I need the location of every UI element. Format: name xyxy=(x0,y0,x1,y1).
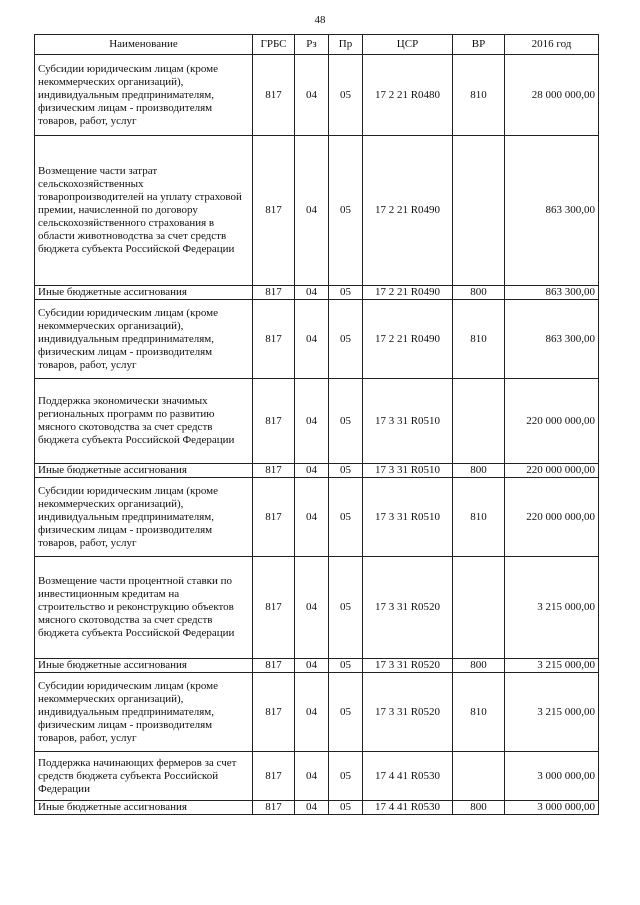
cell-csr: 17 3 31 R0520 xyxy=(363,659,453,673)
cell-amount: 3 215 000,00 xyxy=(505,557,599,659)
cell-vr xyxy=(453,379,505,464)
cell-csr: 17 3 31 R0520 xyxy=(363,673,453,752)
cell-rz: 04 xyxy=(295,801,329,815)
cell-name: Иные бюджетные ассигнования xyxy=(35,801,253,815)
cell-amount: 3 215 000,00 xyxy=(505,659,599,673)
cell-rz: 04 xyxy=(295,557,329,659)
budget-table xyxy=(34,34,599,815)
cell-rz: 04 xyxy=(295,379,329,464)
cell-csr: 17 4 41 R0530 xyxy=(363,801,453,815)
cell-vr: 810 xyxy=(453,673,505,752)
cell-name: Субсидии юридическим лицам (кроме некоммерческих организаций), индивидуальным предпринимателям, физическим лицам - производителям товаров, работ, услуг xyxy=(35,673,253,752)
cell-pr: 05 xyxy=(329,379,363,464)
cell-pr: 05 xyxy=(329,557,363,659)
cell-vr: 810 xyxy=(453,478,505,557)
cell-rz: 04 xyxy=(295,286,329,300)
cell-pr: 05 xyxy=(329,55,363,136)
cell-amount: 3 000 000,00 xyxy=(505,752,599,801)
cell-csr: 17 3 31 R0510 xyxy=(363,478,453,557)
cell-name: Субсидии юридическим лицам (кроме некоммерческих организаций), индивидуальным предпринимателям, физическим лицам - производителям товаров, работ, услуг xyxy=(35,55,253,136)
cell-vr: 800 xyxy=(453,801,505,815)
table-row xyxy=(35,300,599,379)
cell-pr: 05 xyxy=(329,300,363,379)
cell-rz: 04 xyxy=(295,659,329,673)
cell-csr: 17 4 41 R0530 xyxy=(363,752,453,801)
cell-name: Возмещение части затрат сельскохозяйственных товаропроизводителей на уплату страховой премии, начисленной по договору сельскохозяйственного страхования в области животноводства за счет средств бюджета субъекта Российской Федерации xyxy=(35,136,253,286)
table-row xyxy=(35,673,599,752)
table-row xyxy=(35,55,599,136)
cell-grbs: 817 xyxy=(253,55,295,136)
cell-rz: 04 xyxy=(295,478,329,557)
page-number: 48 xyxy=(314,14,326,26)
table-row xyxy=(35,752,599,801)
cell-grbs: 817 xyxy=(253,673,295,752)
cell-name: Иные бюджетные ассигнования xyxy=(35,464,253,478)
cell-vr xyxy=(453,557,505,659)
cell-csr: 17 3 31 R0510 xyxy=(363,464,453,478)
table-row xyxy=(35,557,599,659)
cell-vr: 800 xyxy=(453,659,505,673)
cell-grbs: 817 xyxy=(253,801,295,815)
table-row xyxy=(35,659,599,673)
cell-csr: 17 2 21 R0480 xyxy=(363,55,453,136)
cell-amount: 3 215 000,00 xyxy=(505,673,599,752)
col-header-grbs: ГРБС xyxy=(253,35,295,55)
cell-grbs: 817 xyxy=(253,659,295,673)
cell-rz: 04 xyxy=(295,55,329,136)
cell-amount: 863 300,00 xyxy=(505,300,599,379)
cell-csr: 17 2 21 R0490 xyxy=(363,136,453,286)
cell-csr: 17 2 21 R0490 xyxy=(363,286,453,300)
cell-amount: 863 300,00 xyxy=(505,286,599,300)
table-row xyxy=(35,379,599,464)
cell-name: Поддержка начинающих фермеров за счет средств бюджета субъекта Российской Федерации xyxy=(35,752,253,801)
cell-pr: 05 xyxy=(329,752,363,801)
cell-csr: 17 3 31 R0520 xyxy=(363,557,453,659)
cell-rz: 04 xyxy=(295,752,329,801)
col-header-csr: ЦСР xyxy=(363,35,453,55)
table-row xyxy=(35,136,599,286)
table-row xyxy=(35,801,599,815)
table-row xyxy=(35,286,599,300)
col-header-rz: Рз xyxy=(295,35,329,55)
cell-amount: 220 000 000,00 xyxy=(505,464,599,478)
cell-name: Субсидии юридическим лицам (кроме некоммерческих организаций), индивидуальным предпринимателям, физическим лицам - производителям товаров, работ, услуг xyxy=(35,300,253,379)
cell-vr: 800 xyxy=(453,464,505,478)
col-header-pr: Пр xyxy=(329,35,363,55)
cell-rz: 04 xyxy=(295,673,329,752)
cell-pr: 05 xyxy=(329,659,363,673)
cell-name: Иные бюджетные ассигнования xyxy=(35,286,253,300)
cell-pr: 05 xyxy=(329,464,363,478)
col-header-year: 2016 год xyxy=(505,35,599,55)
cell-amount: 220 000 000,00 xyxy=(505,478,599,557)
cell-amount: 28 000 000,00 xyxy=(505,55,599,136)
cell-name: Поддержка экономически значимых региональных программ по развитию мясного скотоводства за счет средств бюджета субъекта Российской Федерации xyxy=(35,379,253,464)
cell-grbs: 817 xyxy=(253,136,295,286)
table-row xyxy=(35,464,599,478)
cell-name: Возмещение части процентной ставки по инвестиционным кредитам на строительство и реконструкцию объектов мясного скотоводства за счет средств бюджета субъекта Российской Федерации xyxy=(35,557,253,659)
cell-pr: 05 xyxy=(329,136,363,286)
cell-grbs: 817 xyxy=(253,752,295,801)
cell-rz: 04 xyxy=(295,464,329,478)
cell-vr: 800 xyxy=(453,286,505,300)
col-header-name: Наименование xyxy=(35,35,253,55)
cell-name: Иные бюджетные ассигнования xyxy=(35,659,253,673)
cell-pr: 05 xyxy=(329,673,363,752)
cell-grbs: 817 xyxy=(253,300,295,379)
cell-grbs: 817 xyxy=(253,286,295,300)
cell-pr: 05 xyxy=(329,478,363,557)
cell-grbs: 817 xyxy=(253,379,295,464)
cell-amount: 220 000 000,00 xyxy=(505,379,599,464)
cell-csr: 17 3 31 R0510 xyxy=(363,379,453,464)
cell-amount: 3 000 000,00 xyxy=(505,801,599,815)
cell-vr: 810 xyxy=(453,300,505,379)
table-header-row xyxy=(35,35,599,55)
table-row xyxy=(35,478,599,557)
cell-pr: 05 xyxy=(329,286,363,300)
cell-vr xyxy=(453,136,505,286)
cell-grbs: 817 xyxy=(253,464,295,478)
cell-vr: 810 xyxy=(453,55,505,136)
cell-rz: 04 xyxy=(295,300,329,379)
cell-name: Субсидии юридическим лицам (кроме некоммерческих организаций), индивидуальным предпринимателям, физическим лицам - производителям товаров, работ, услуг xyxy=(35,478,253,557)
cell-grbs: 817 xyxy=(253,557,295,659)
cell-pr: 05 xyxy=(329,801,363,815)
cell-vr xyxy=(453,752,505,801)
cell-amount: 863 300,00 xyxy=(505,136,599,286)
cell-rz: 04 xyxy=(295,136,329,286)
cell-grbs: 817 xyxy=(253,478,295,557)
cell-csr: 17 2 21 R0490 xyxy=(363,300,453,379)
col-header-vr: ВР xyxy=(453,35,505,55)
